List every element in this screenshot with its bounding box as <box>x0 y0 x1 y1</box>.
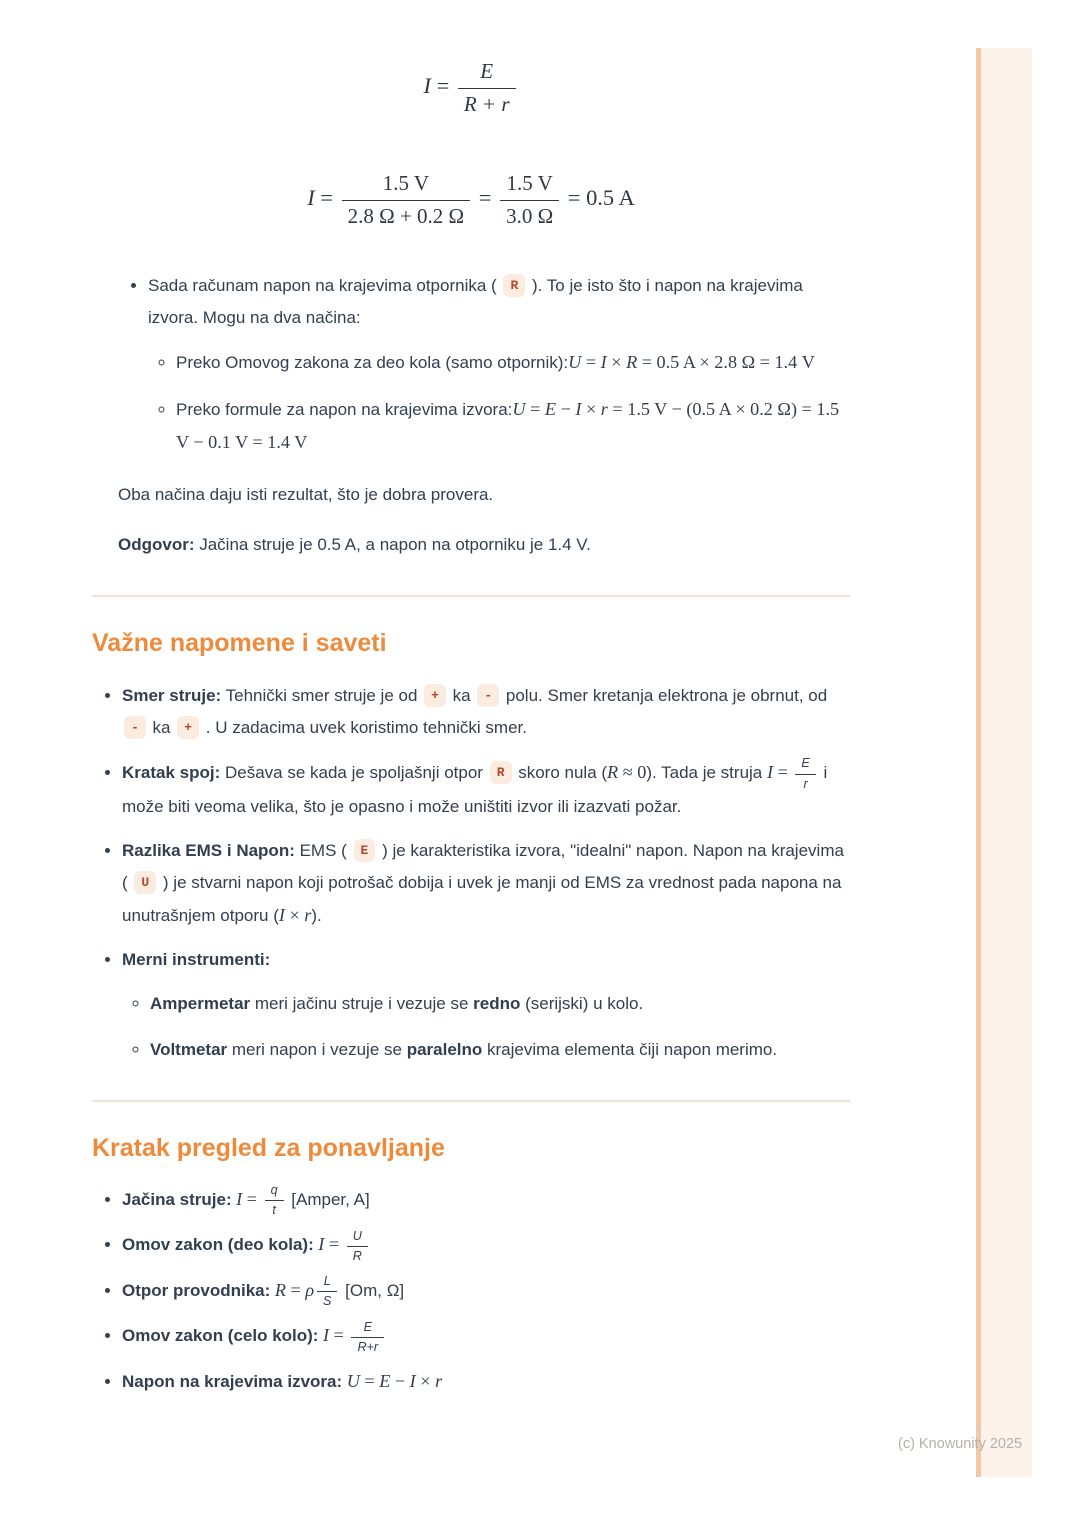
code-chip: - <box>124 716 146 739</box>
solution-step-text <box>148 276 803 327</box>
fraction-denominator: 3.0 Ω <box>500 200 559 230</box>
math-variable: r <box>600 399 608 419</box>
math-fraction <box>342 170 471 230</box>
text-span: ) je stvarni napon koji potrošač dobija i uvek je manji od EMS za vrednost pada napona na unutrašnjem otporu ( <box>122 872 842 925</box>
text-span: ). Tada je struja <box>646 763 767 782</box>
fraction-numerator: L <box>323 1274 331 1289</box>
instruments-list <box>122 988 850 1066</box>
note-instruments-item <box>122 944 850 1066</box>
math-fraction <box>351 1320 384 1354</box>
review-list <box>92 1183 850 1398</box>
math-variable: R <box>274 1279 286 1300</box>
notes-list <box>92 680 850 1066</box>
copyright-notice: (c) Knowunity 2025 <box>898 1436 1023 1452</box>
note-short-circuit-item <box>122 756 850 823</box>
fraction-numerator: 1.5 V <box>382 171 430 195</box>
bold-text-span: Omov zakon (celo kolo): <box>122 1326 319 1346</box>
math-variable: I <box>600 352 607 372</box>
math-variable: E <box>379 1370 391 1391</box>
method-source-voltage-item <box>176 393 850 459</box>
bold-text-span: Razlika EMS i Napon: <box>122 840 295 860</box>
text-span: . U zadacima uvek koristimo tehnički smer. <box>201 718 527 737</box>
method-source-voltage-text <box>176 400 839 452</box>
solution-list <box>118 270 850 459</box>
math-variable: U <box>568 352 582 372</box>
review-resistance-text <box>122 1274 405 1309</box>
math-variable: I <box>307 184 315 210</box>
note-emf-vs-voltage-item <box>122 835 850 932</box>
note-short-circuit-text <box>122 756 828 816</box>
math-variable: I <box>423 72 431 98</box>
text-span: Preko formule za napon na krajevima izvora: <box>176 400 513 419</box>
math-text: = <box>581 352 601 372</box>
method-ohm-partial-item <box>176 346 850 379</box>
fraction-denominator: R+r <box>351 1337 384 1354</box>
math-variable: I <box>409 1370 416 1391</box>
math-text: = 1.5 V − (0.5 A × 0.2 Ω) = 1.5 V − 0.1 V = 1.4 V <box>176 399 840 452</box>
formula-ohm-law-full-circuit <box>92 58 850 118</box>
text-span: Dešava se kada je spoljašnji otpor <box>220 763 488 782</box>
math-text: = <box>314 184 339 210</box>
math-text: − <box>556 399 576 419</box>
math-text: × <box>581 399 601 419</box>
fraction-numerator: E <box>363 1319 372 1334</box>
review-terminal-voltage-item <box>122 1365 850 1398</box>
bold-text-span: redno <box>473 993 521 1013</box>
fraction-numerator: E <box>480 59 494 83</box>
math-text: × <box>415 1370 436 1391</box>
bold-text-span: Voltmetar <box>150 1039 228 1059</box>
text-span: Sada računam napon na krajevima otpornika ( <box>148 276 502 295</box>
math-text: = 0.5 A <box>562 184 635 210</box>
text-span: Jačina struje je 0.5 A, a napon na otporniku je 1.4 V. <box>194 535 591 554</box>
text-span: ) je karakteristika izvora, "idealni" napon. Napon na krajevima ( <box>122 840 844 892</box>
text-span: meri napon i vezuje se <box>227 1039 407 1059</box>
fraction-denominator: R <box>347 1246 368 1263</box>
review-ohm-full-item <box>122 1319 850 1354</box>
text-span: krajevima elementa čiji napon merimo. <box>482 1039 778 1059</box>
math-variable: R <box>607 762 619 782</box>
review-section-title: Kratak pregled za ponavljanje <box>92 1133 445 1162</box>
bold-text-span: Napon na krajevima izvora: <box>122 1371 343 1391</box>
math-text: × <box>606 352 627 372</box>
math-variable: U <box>512 399 526 419</box>
note-current-direction-text <box>122 686 827 737</box>
math-variable: E <box>544 399 557 419</box>
math-variable: I <box>278 904 285 925</box>
review-resistance-item <box>122 1274 850 1309</box>
bold-text-span: Ampermetar <box>150 993 251 1013</box>
text-span: [Om, Ω] <box>340 1280 405 1300</box>
text-span: meri jačinu struje i vezuje se <box>250 993 474 1013</box>
text-span: i može biti veoma velika, što je opasno i može uništiti izvor ili izazvati požar. <box>122 763 828 816</box>
text-span: EMS ( <box>294 840 352 860</box>
review-ohm-partial-text <box>122 1228 371 1263</box>
code-chip: + <box>424 684 446 707</box>
math-text: = <box>329 1325 349 1346</box>
math-text: = <box>359 1370 380 1391</box>
math-fraction <box>265 1183 284 1217</box>
section-divider <box>92 1100 850 1102</box>
math-variable: I <box>575 399 582 419</box>
fraction-numerator: E <box>801 756 810 771</box>
instrument-voltmeter-text <box>150 1040 777 1059</box>
math-text: − <box>390 1370 410 1391</box>
fraction-denominator: R + r <box>458 88 516 118</box>
bold-text-span: Smer struje: <box>122 686 222 705</box>
bold-text-span: Jačina struje: <box>122 1189 232 1209</box>
answer-text <box>118 529 850 561</box>
formula-current-calculation <box>92 170 850 230</box>
text-span: [Amper, A] <box>286 1189 370 1209</box>
code-chip: E <box>354 839 376 862</box>
bold-text-span: Odgovor: <box>118 535 195 554</box>
review-ohm-full-text <box>122 1319 387 1354</box>
review-current-text <box>122 1183 370 1218</box>
fraction-denominator: r <box>795 774 815 791</box>
bold-text-span: Merni instrumenti: <box>122 949 271 969</box>
math-fraction <box>795 756 815 790</box>
code-chip: - <box>477 684 499 707</box>
math-text: = <box>525 399 545 419</box>
bold-text-span: Kratak spoj: <box>122 763 221 782</box>
note-current-direction-item <box>122 680 850 744</box>
math-text: = <box>285 1279 306 1300</box>
fraction-denominator: S <box>317 1291 337 1308</box>
instrument-voltmeter-item <box>150 1034 850 1066</box>
math-variable: I <box>323 1325 330 1346</box>
section-divider <box>92 595 850 597</box>
fraction-numerator: q <box>270 1183 278 1198</box>
math-variable: ρ <box>305 1279 315 1300</box>
note-emf-vs-voltage-text <box>122 841 844 925</box>
solution-section <box>92 270 850 561</box>
math-variable: R <box>626 352 638 372</box>
code-chip: R <box>490 761 512 784</box>
solution-step-item <box>148 270 850 459</box>
code-chip: + <box>177 716 199 739</box>
math-variable: I <box>766 762 774 782</box>
fraction-numerator: 1.5 V <box>506 171 553 195</box>
math-variable: I <box>318 1234 325 1255</box>
math-text: × <box>284 904 305 925</box>
math-text: = <box>430 72 455 98</box>
review-terminal-voltage-text <box>122 1372 442 1391</box>
text-span: skoro nula ( <box>513 763 608 782</box>
document-content <box>92 0 850 1409</box>
math-fraction <box>347 1229 368 1263</box>
text-span: ka <box>147 718 176 737</box>
math-text: = <box>242 1188 262 1209</box>
text-span: Tehnički smer struje je od <box>221 686 423 705</box>
fraction-denominator: 2.8 Ω + 0.2 Ω <box>342 200 471 230</box>
math-text: = 0.5 A × 2.8 Ω = 1.4 V <box>637 352 815 372</box>
note-instruments-label <box>122 950 270 969</box>
math-text: = <box>473 184 498 210</box>
review-current-item <box>122 1183 850 1218</box>
right-accent-panel <box>976 48 1032 1477</box>
solution-methods-list <box>148 346 850 459</box>
math-fraction <box>317 1274 337 1308</box>
math-text: = <box>324 1234 344 1255</box>
instrument-ammeter-text <box>150 994 643 1013</box>
text-span: Preko Omovog zakona za deo kola (samo otpornik): <box>176 353 569 372</box>
bold-text-span: Omov zakon (deo kola): <box>122 1235 314 1255</box>
bold-text-span: Otpor provodnika: <box>122 1280 271 1300</box>
math-variable: r <box>304 904 312 925</box>
notes-section-title: Važne napomene i saveti <box>92 629 387 657</box>
text-span: ). To je isto što i napon na krajevima izvora. Mogu na dva načina: <box>148 276 803 327</box>
math-variable: I <box>236 1188 243 1209</box>
text-span: polu. Smer kretanja elektrona je obrnut, od <box>501 686 828 705</box>
text-span: ka <box>447 686 476 705</box>
method-ohm-partial-text <box>176 353 815 372</box>
verification-note: Oba načina daju isti rezultat, što je dobra provera. <box>118 485 494 504</box>
code-chip: R <box>503 274 525 297</box>
text-span: (serijski) u kolo. <box>520 993 644 1013</box>
math-variable: U <box>346 1370 360 1391</box>
math-text: = <box>773 762 793 782</box>
fraction-denominator: t <box>265 1200 284 1217</box>
code-chip: U <box>134 871 156 894</box>
math-fraction <box>458 58 516 118</box>
math-variable: r <box>435 1370 443 1391</box>
text-span: ). <box>311 905 322 925</box>
math-text: ≈ 0 <box>618 762 647 782</box>
math-fraction <box>500 170 559 230</box>
review-ohm-partial-item <box>122 1228 850 1263</box>
instrument-ammeter-item <box>150 988 850 1020</box>
bold-text-span: paralelno <box>406 1039 483 1059</box>
fraction-numerator: U <box>352 1228 362 1243</box>
